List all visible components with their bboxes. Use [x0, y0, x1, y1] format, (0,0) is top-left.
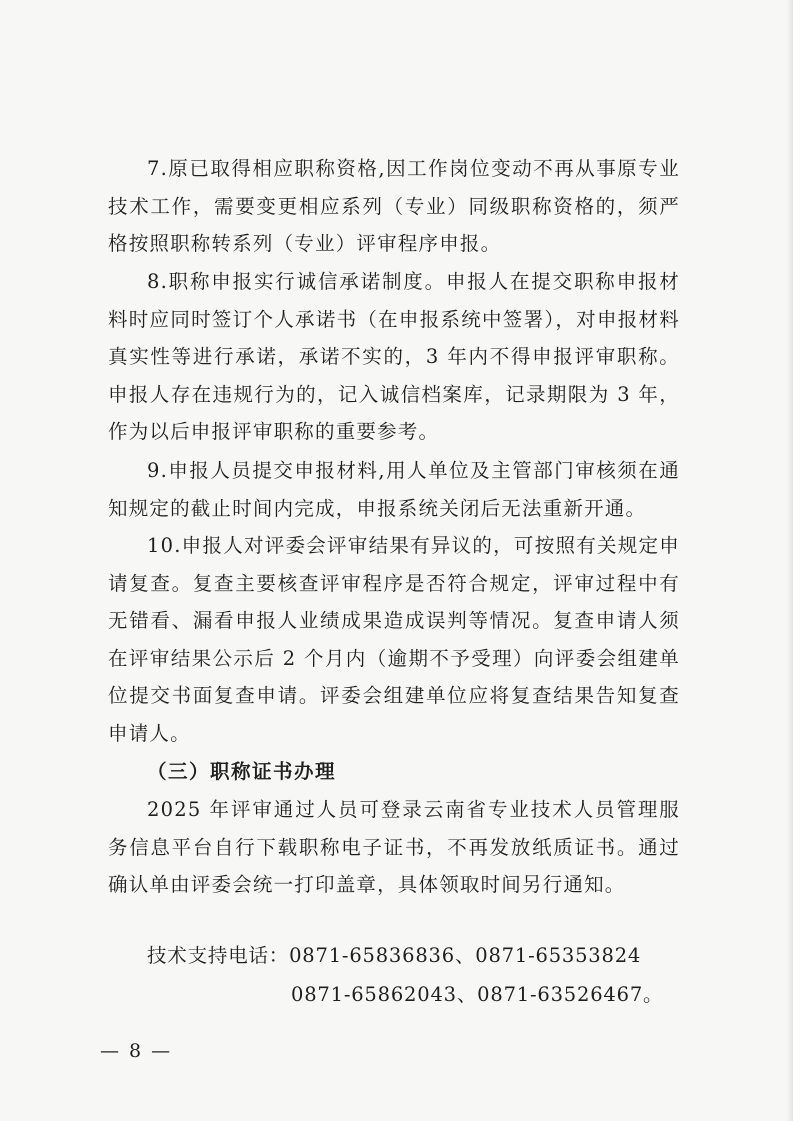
paragraph-item-9: 9.申报人员提交申报材料,用人单位及主管部门审核须在通知规定的截止时间内完成，申报系统关闭后无法重新开通。 [108, 459, 680, 520]
paragraph-item-8: 8.职称申报实行诚信承诺制度。申报人在提交职称申报材料时应同时签订个人承诺书（在申报系统中签署），对申报材料真实性等进行承诺，承诺不实的，3 年内不得申报评审职称。申报人存在违规行为的，记入诚信档案库，记录期限为 3 年，作为以后申报评审职称的重要参考。 [108, 270, 680, 444]
paragraph-item-10: 10.申报人对评委会评审结果有异议的，可按照有关规定申请复查。复查主要核查评审程序是否符合规定，评审过程中有无错看、漏看申报人业绩成果造成误判等情况。复查申请人须在评审结果公示后 2 个月内（逾期不予受理）向评委会组建单位提交书面复查申请。评委会组建单位应将复查结果告知复查申请人。 [108, 534, 680, 745]
paragraph-item-7: 7.原已取得相应职称资格,因工作岗位变动不再从事原专业技术工作，需要变更相应系列（专业）同级职称资格的，须严格按照职称转系列（专业）评审程序申报。 [108, 157, 680, 256]
support-phone-line-1: 技术支持电话：0871-65836836、0871-65353824 [147, 944, 642, 967]
page-edge-shadow [787, 0, 793, 1121]
section-heading-certificate: （三）职称证书办理 [147, 760, 337, 783]
page-number: — 8 — [100, 1040, 173, 1062]
support-phone-line-2: 0871-65862043、0871-63526467。 [291, 983, 664, 1006]
paragraph-certificate: 2025 年评审通过人员可登录云南省专业技术人员管理服务信息平台自行下载职称电子证书，不再发放纸质证书。通过确认单由评委会统一打印盖章，具体领取时间另行通知。 [108, 798, 680, 897]
